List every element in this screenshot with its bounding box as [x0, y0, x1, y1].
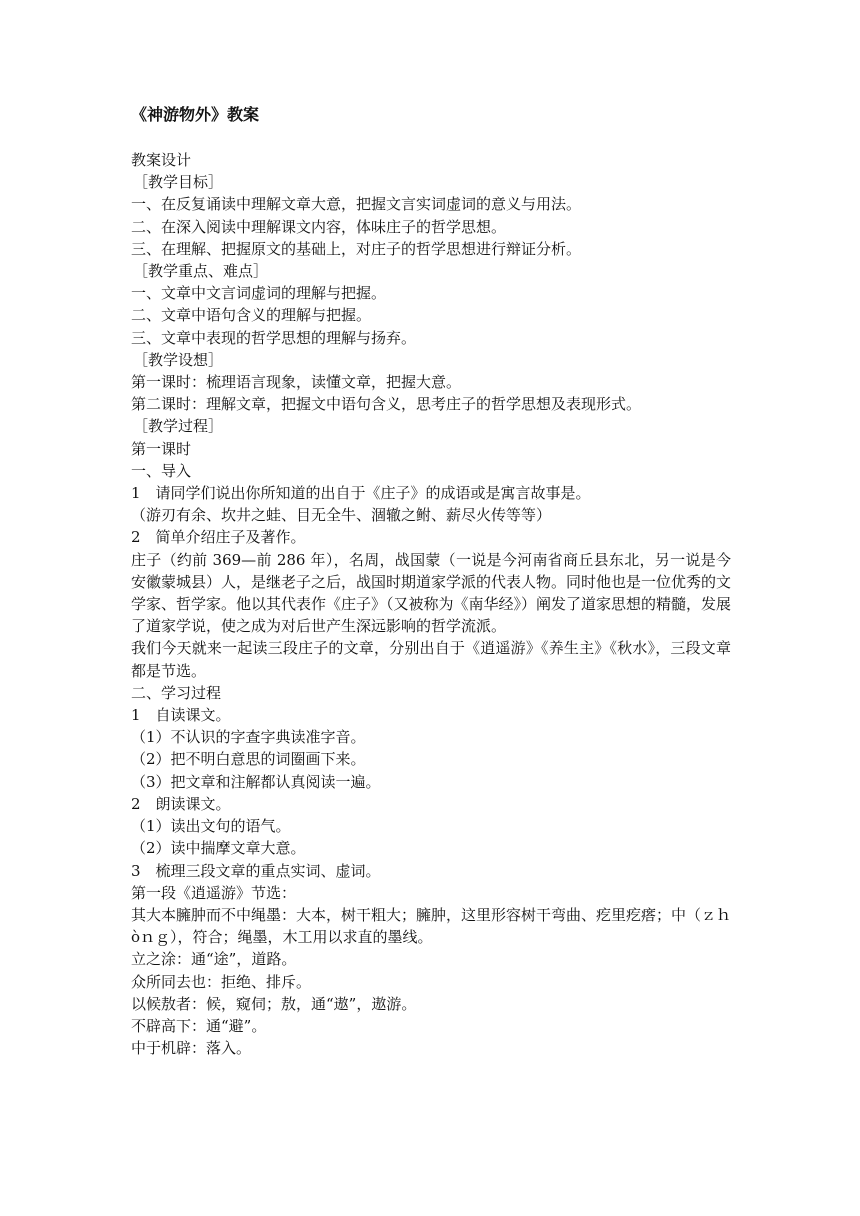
document-body — [131, 149, 731, 1059]
text-line: 3 梳理三段文章的重点实词、虚词。 — [131, 861, 381, 880]
text-line: 2 朗读课文。 — [131, 794, 231, 813]
text-line: 第一段《逍遥游》节选： — [131, 883, 297, 902]
text-line: 1 自读课文。 — [131, 706, 231, 725]
text-line: 第一课时 — [131, 439, 192, 458]
subsection-heading: ［教学设想］ — [133, 350, 224, 369]
text-line: 一、在反复诵读中理解文章大意，把握文言实词虚词的意义与用法。 — [131, 195, 582, 214]
paragraph: 其大本臃肿而不中绳墨：大本，树干粗大；臃肿，这里形容树干弯曲、疙里疙瘩；中（ｚｈòｎｇ），符合；绳墨，木工用以求直的墨线。 — [131, 905, 732, 947]
text-line: 立之涂：通“途”，道路。 — [131, 950, 297, 969]
text-line: 二、学习过程 — [131, 683, 222, 702]
text-line: 一、文章中文言词虚词的理解与把握。 — [131, 284, 387, 303]
text-line: 以候敖者：候，窥伺；敖，通“遨”，遨游。 — [131, 994, 417, 1013]
text-line: 三、文章中表现的哲学思想的理解与扬弃。 — [131, 328, 417, 347]
text-line: 二、在深入阅读中理解课文内容，体味庄子的哲学思想。 — [131, 217, 507, 236]
text-line: 第一课时：梳理语言现象，读懂文章，把握大意。 — [131, 373, 462, 392]
text-line: （1）读出文句的语气。 — [131, 817, 291, 836]
text-line: 2 简单介绍庄子及著作。 — [131, 528, 306, 547]
text-line: （2）读中揣摩文章大意。 — [131, 839, 306, 858]
subsection-heading: ［教学过程］ — [133, 417, 224, 436]
text-line: （游刃有余、坎井之蛙、目无全牛、涸辙之鲋、薪尽火传等等） — [131, 506, 552, 525]
text-line: 众所同去也：拒绝、排斥。 — [131, 972, 312, 991]
paragraph: 庄子（约前 369—前 286 年），名周，战国蒙（一说是今河南省商丘县东北，另一说是今安徽蒙城县）人，是继老子之后，战国时期道家学派的代表人物。同时他也是一位优秀的文学家、哲学家。他以其代表作《庄子》（又被称为《南华经》）阐发了道家思想的精髓，发展了道家学说，使之成为对后世产生深远影响的哲学流派。 — [131, 550, 732, 636]
text-line: （2）把不明白意思的词圈画下来。 — [131, 750, 366, 769]
text-line: 第二课时：理解文章，把握文中语句含义，思考庄子的哲学思想及表现形式。 — [131, 395, 642, 414]
subsection-heading: ［教学目标］ — [133, 173, 224, 192]
text-line: 三、在理解、把握原文的基础上，对庄子的哲学思想进行辩证分析。 — [131, 239, 582, 258]
text-line: 中于机辟：落入。 — [131, 1039, 252, 1058]
text-line: （3）把文章和注解都认真阅读一遍。 — [131, 772, 381, 791]
document-title: 《神游物外》教案 — [131, 105, 260, 124]
text-line: 1 请同学们说出你所知道的出自于《庄子》的成语或是寓言故事是。 — [131, 484, 591, 503]
text-line: 二、文章中语句含义的理解与把握。 — [131, 306, 372, 325]
section-heading: 教案设计 — [131, 151, 192, 169]
text-line: （1）不认识的字查字典读准字音。 — [131, 728, 366, 747]
subsection-heading: ［教学重点、难点］ — [133, 262, 269, 281]
text-line: 一、导入 — [131, 461, 192, 480]
text-line: 不辟高下：通“避”。 — [131, 1016, 267, 1035]
paragraph: 我们今天就来一起读三段庄子的文章，分别出自于《逍遥游》《养生主》《秋水》，三段文章都是节选。 — [131, 639, 731, 680]
